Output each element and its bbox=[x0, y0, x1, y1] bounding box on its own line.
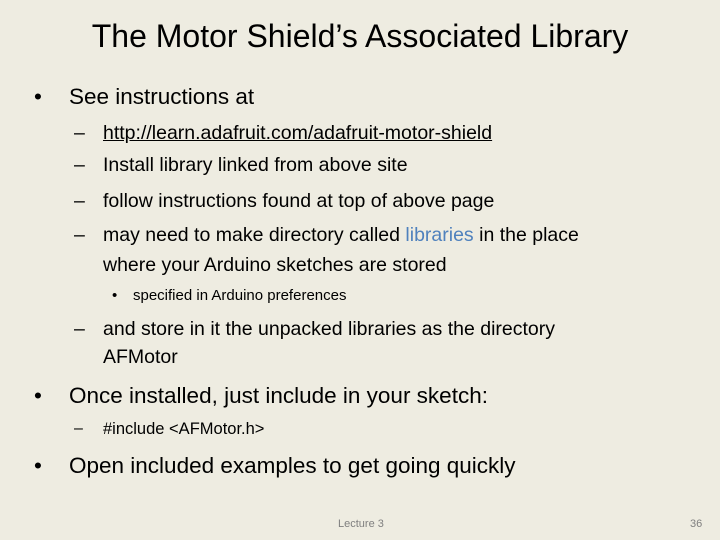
bullet-text: Open included examples to get going quickly bbox=[69, 453, 516, 478]
libraries-highlight: libraries bbox=[405, 224, 474, 246]
sub-item-text: follow instructions found at top of above page bbox=[103, 190, 495, 212]
dash-marker: – bbox=[74, 420, 83, 437]
bullet-marker: • bbox=[34, 84, 42, 109]
include-code: #include <AFMotor.h> bbox=[103, 420, 265, 438]
text-part: in the place bbox=[473, 224, 579, 246]
sub-item-text: where your Arduino sketches are stored bbox=[103, 254, 447, 276]
bullet-marker: • bbox=[34, 383, 42, 408]
bullet-text: Once installed, just include in your sketch: bbox=[69, 383, 488, 408]
bullet-text: See instructions at bbox=[69, 84, 255, 109]
footer-page-number: 36 bbox=[690, 518, 703, 530]
sub-item-text: Install library linked from above site bbox=[103, 154, 408, 176]
dash-marker: – bbox=[74, 224, 85, 246]
slide-title: The Motor Shield’s Associated Library bbox=[91, 18, 629, 54]
footer-lecture: Lecture 3 bbox=[338, 518, 384, 530]
adafruit-link[interactable]: http://learn.adafruit.com/adafruit-motor-shield bbox=[103, 122, 493, 144]
dash-marker: – bbox=[74, 318, 85, 340]
bullet-marker: • bbox=[112, 287, 118, 304]
sub-item-text: AFMotor bbox=[103, 346, 178, 368]
bullet-marker: • bbox=[34, 453, 42, 478]
dash-marker: – bbox=[74, 190, 85, 212]
subsub-item-text: specified in Arduino preferences bbox=[133, 287, 347, 304]
text-part: may need to make directory called bbox=[103, 224, 406, 246]
dash-marker: – bbox=[74, 122, 85, 144]
sub-item-text: and store in it the unpacked libraries as the directory bbox=[103, 318, 555, 340]
sub-item-text bbox=[103, 220, 579, 251]
dash-marker: – bbox=[74, 154, 85, 176]
